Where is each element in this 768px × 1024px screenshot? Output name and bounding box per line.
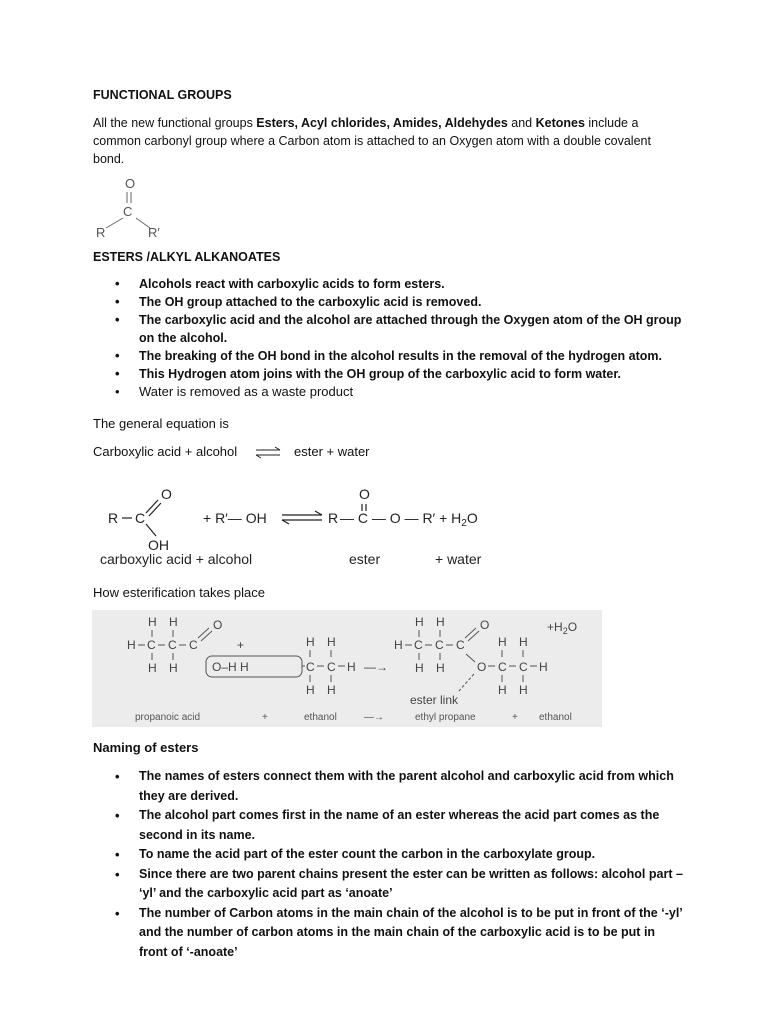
atom-h: H bbox=[169, 615, 178, 629]
ester-o: O bbox=[359, 486, 370, 502]
intro-text: All the new functional groups bbox=[93, 116, 257, 130]
caption-plus: + bbox=[512, 712, 518, 723]
list-item: • The alcohol part comes first in the name of an ester whereas the acid part comes as the second in its name. bbox=[93, 806, 683, 845]
esterification-diagram bbox=[92, 610, 602, 727]
atom-h: H bbox=[127, 638, 136, 652]
alcohol-formula: + R′— OH bbox=[203, 510, 267, 526]
atom-o: O bbox=[213, 618, 223, 632]
atom-c: C bbox=[435, 638, 444, 652]
ester-points-list bbox=[93, 275, 693, 401]
intro-bold: Esters, Acyl chlorides, Amides, Aldehydes bbox=[256, 116, 508, 130]
atom-c: C bbox=[189, 638, 198, 652]
atom-h: H bbox=[347, 660, 356, 674]
structural-equation-diagram bbox=[100, 480, 500, 575]
carbonyl-r: R bbox=[96, 225, 106, 240]
carbonyl-o: O bbox=[125, 176, 136, 191]
atom-c: C bbox=[414, 638, 423, 652]
atom-h: H bbox=[169, 661, 178, 675]
naming-points-list bbox=[93, 767, 683, 962]
intro-paragraph bbox=[93, 114, 653, 168]
atom-h: H bbox=[306, 683, 315, 697]
list-item: • Since there are two parent chains present the ester can be written as follows: alcohol part – ‘yl’ and the carboxylic acid part as ‘anoate’ bbox=[93, 865, 683, 904]
equilibrium-arrow-icon bbox=[282, 511, 322, 524]
caption-ethyl-propane: ethyl propane bbox=[415, 712, 476, 723]
naming-heading: Naming of esters bbox=[93, 740, 199, 755]
atom-h: H bbox=[519, 683, 528, 697]
atom-c: C bbox=[306, 660, 315, 674]
atom-h: H bbox=[519, 635, 528, 649]
atom-h: H bbox=[415, 615, 424, 629]
atom-c: C bbox=[456, 638, 465, 652]
esterification-heading: How esterification takes place bbox=[93, 585, 265, 600]
word-equation-right: ester + water bbox=[294, 444, 370, 459]
list-item: • The names of esters connect them with the parent alcohol and carboxylic acid from which they are derived. bbox=[93, 767, 683, 806]
atom-c: C bbox=[327, 660, 336, 674]
caption-ethanol: ethanol bbox=[539, 712, 572, 723]
list-item: • To name the acid part of the ester count the carbon in the carboxylate group. bbox=[93, 845, 683, 865]
acid-c: C bbox=[135, 510, 146, 526]
word-equation-left: Carboxylic acid + alcohol bbox=[93, 444, 238, 459]
ester-label: ester bbox=[349, 551, 381, 567]
carbonyl-group-diagram bbox=[92, 172, 172, 242]
intro-text: and bbox=[507, 116, 536, 130]
list-item: • The number of Carbon atoms in the main chain of the alcohol is to be put in front of the ‘-yl’ and the number of carbon atoms in the main chain of the carboxylic acid is to be put in front of ‘-anoate’ bbox=[93, 904, 683, 963]
carbonyl-c: C bbox=[123, 204, 133, 219]
caption-arrow: —→ bbox=[364, 712, 384, 723]
acid-r: R bbox=[108, 510, 119, 526]
atom-h: H bbox=[327, 635, 336, 649]
atom-o: O bbox=[477, 660, 487, 674]
atom-h: H bbox=[394, 638, 403, 652]
list-item: • The carboxylic acid and the alcohol are attached through the Oxygen atom of the OH group on the alcohol. bbox=[93, 311, 693, 347]
atom-c: C bbox=[168, 638, 177, 652]
caption-plus: + bbox=[262, 712, 268, 723]
atom-h: H bbox=[498, 635, 507, 649]
atom-h: H bbox=[148, 615, 157, 629]
atom-o: O bbox=[480, 618, 490, 632]
ester-formula: — C — O — $R' + H_2O$ bbox=[340, 510, 478, 529]
plus-sign: + bbox=[237, 638, 245, 652]
caption-propanoic-acid: propanoic acid bbox=[135, 712, 201, 723]
list-item: • The breaking of the OH bond in the alcohol results in the removal of the hydrogen atom. bbox=[93, 347, 693, 365]
intro-text: include a common carbonyl group where a Carbon atom is attached to an Oxygen atom with a double covalent bond. bbox=[93, 116, 651, 166]
caption-ethanol: ethanol bbox=[304, 712, 337, 723]
reaction-arrow-icon: —→ bbox=[364, 660, 388, 674]
atom-c: C bbox=[147, 638, 156, 652]
oh-box-text: O–H H bbox=[212, 660, 249, 674]
atom-h: H bbox=[415, 661, 424, 675]
acid-o: O bbox=[161, 486, 172, 502]
water-label: + water bbox=[435, 551, 482, 567]
atom-h: H bbox=[436, 615, 445, 629]
atom-h: H bbox=[498, 683, 507, 697]
page-title: FUNCTIONAL GROUPS bbox=[93, 88, 232, 102]
ester-r: R bbox=[328, 510, 339, 526]
carbonyl-r-prime: R′ bbox=[148, 225, 160, 240]
water-product: $+H_2O$ bbox=[547, 620, 578, 636]
atom-c: C bbox=[519, 660, 528, 674]
atom-h: H bbox=[436, 661, 445, 675]
reactant-labels: carboxylic acid + alcohol bbox=[100, 551, 253, 567]
list-item: • The OH group attached to the carboxylic acid is removed. bbox=[93, 293, 693, 311]
atom-h: H bbox=[539, 660, 548, 674]
intro-bold: Ketones bbox=[535, 116, 585, 130]
ester-link-label: ester link bbox=[410, 693, 459, 707]
atom-h: H bbox=[327, 683, 336, 697]
atom-h: H bbox=[148, 661, 157, 675]
list-item: • Water is removed as a waste product bbox=[93, 383, 693, 401]
acid-oh: OH bbox=[148, 537, 169, 553]
atom-h: H bbox=[306, 635, 315, 649]
atom-c: C bbox=[498, 660, 507, 674]
list-item: • Alcohols react with carboxylic acids to form esters. bbox=[93, 275, 693, 293]
esters-heading: ESTERS /ALKYL ALKANOATES bbox=[93, 250, 281, 264]
list-item: • This Hydrogen atom joins with the OH group of the carboxylic acid to form water. bbox=[93, 365, 693, 383]
equilibrium-arrow-icon bbox=[254, 446, 282, 460]
general-equation-label: The general equation is bbox=[93, 416, 229, 431]
